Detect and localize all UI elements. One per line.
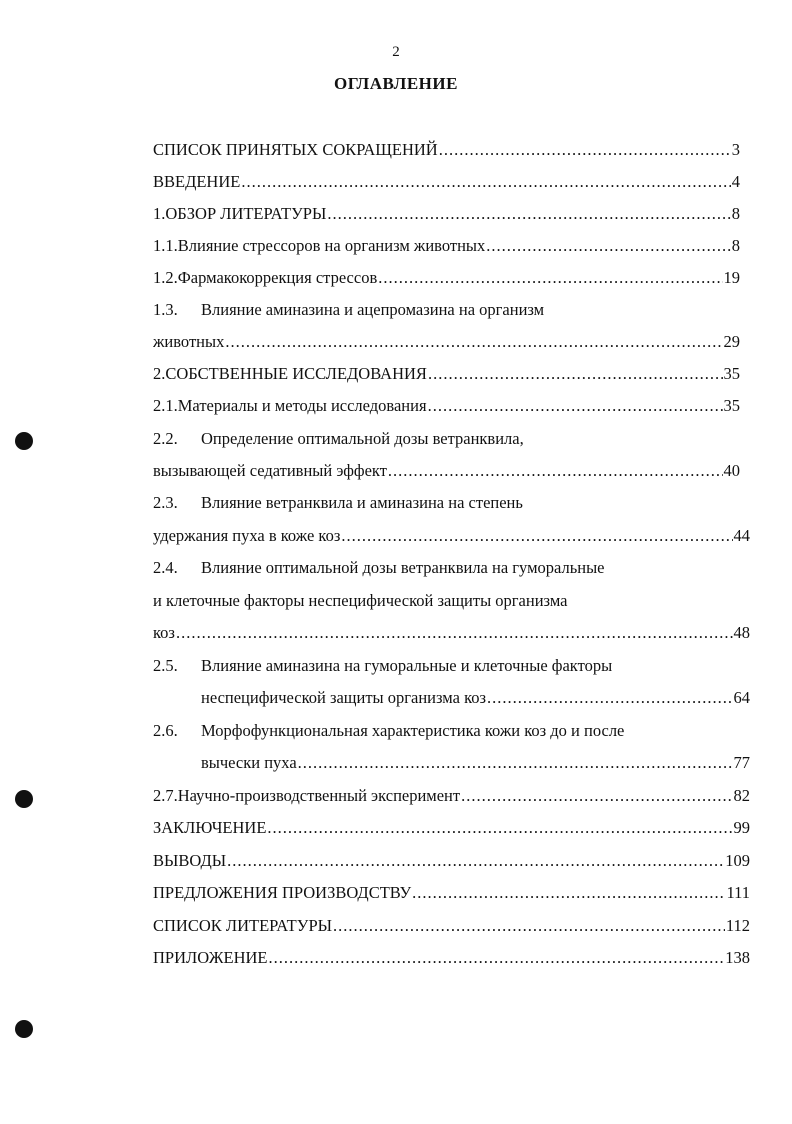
toc-item-2-4-cont2	[153, 623, 750, 647]
toc-item-text: Влияние ветранквила и аминазина на степень	[201, 493, 523, 512]
toc-number: 2.7.	[153, 786, 178, 805]
toc-page: 29	[723, 332, 740, 351]
toc-item-text: Влияние оптимальной дозы ветранквила на гуморальные	[201, 558, 605, 577]
toc-number: 1.2.	[153, 268, 178, 287]
toc-item-text: Материалы и методы исследования	[177, 396, 427, 415]
toc-item-text: ВВЕДЕНИЕ	[153, 172, 241, 191]
toc-page: 64	[733, 688, 750, 707]
toc-item-text: вызывающей седативный эффект	[153, 461, 387, 480]
toc-number: 2.2.	[153, 429, 178, 448]
toc-item-text: Влияние аминазина на гуморальные и клеточные факторы	[201, 656, 613, 675]
toc-item-2-1	[153, 396, 740, 420]
toc-page: 138	[725, 948, 750, 967]
leader-dots	[333, 916, 725, 936]
toc-item-text: и клеточные факторы неспецифической защиты организма	[153, 591, 568, 610]
leader-dots	[298, 753, 733, 773]
toc-page: 19	[723, 268, 740, 287]
leader-dots	[341, 526, 732, 546]
toc-page: 8	[731, 236, 740, 255]
leader-dots	[428, 396, 723, 416]
toc-item-text: коз	[153, 623, 175, 642]
toc-item-text: ЗАКЛЮЧЕНИЕ	[153, 818, 267, 837]
toc-item-text: вычески пуха	[201, 753, 297, 772]
toc-item-1-2	[153, 268, 740, 292]
toc-item-text: Определение оптимальной дозы ветранквила,	[201, 429, 524, 448]
toc-number: 2.4.	[153, 558, 178, 577]
toc-page: 4	[731, 172, 740, 191]
leader-dots	[267, 818, 732, 838]
leader-dots	[176, 623, 733, 643]
punch-hole-icon	[15, 432, 33, 450]
toc-item-text: Влияние стрессоров на организм животных	[177, 236, 486, 255]
toc-page: 40	[723, 461, 740, 480]
page-number: 2	[392, 44, 400, 60]
leader-dots	[378, 268, 722, 288]
toc-item-abbreviations	[153, 140, 740, 164]
punch-hole-icon	[15, 1020, 33, 1038]
toc-number: 2.5.	[153, 656, 178, 675]
toc-item-section-2	[153, 364, 740, 388]
leader-dots	[412, 883, 725, 903]
toc-page: 35	[723, 396, 740, 415]
toc-item-1-3	[153, 300, 740, 324]
toc-item-2-6-cont	[201, 753, 750, 777]
page-title: ОГЛАВЛЕНИЕ	[334, 74, 458, 93]
toc-item-2-5	[153, 656, 750, 680]
toc-number: 2.	[153, 364, 166, 383]
leader-dots	[388, 461, 723, 481]
toc-page: 44	[733, 526, 750, 545]
leader-dots	[439, 140, 731, 160]
toc-page: 109	[725, 851, 750, 870]
toc-page: 82	[733, 786, 750, 805]
toc-page: 8	[731, 204, 740, 223]
leader-dots	[461, 786, 732, 806]
leader-dots	[486, 236, 731, 256]
leader-dots	[268, 948, 724, 968]
toc-number: 2.3.	[153, 493, 178, 512]
leader-dots	[428, 364, 723, 384]
toc-item-text: ВЫВОДЫ	[153, 851, 227, 870]
toc-item-text: СОБСТВЕННЫЕ ИССЛЕДОВАНИЯ	[165, 364, 427, 383]
toc-number: 1.1.	[153, 236, 178, 255]
toc-item-text: удержания пуха в коже коз	[153, 526, 341, 545]
toc-number: 2.1.	[153, 396, 178, 415]
leader-dots	[487, 688, 732, 708]
toc-number: 2.6.	[153, 721, 178, 740]
toc-item-introduction	[153, 172, 740, 196]
toc-item-text: СПИСОК ЛИТЕРАТУРЫ	[153, 916, 333, 935]
toc-number: 1.3.	[153, 300, 178, 319]
leader-dots	[227, 851, 724, 871]
toc-page: 3	[731, 140, 740, 159]
leader-dots	[327, 204, 730, 224]
toc-item-findings	[153, 851, 750, 875]
toc-item-1-3-cont	[153, 332, 740, 356]
punch-hole-icon	[15, 790, 33, 808]
toc-item-2-6	[153, 721, 750, 745]
toc-item-proposals	[153, 883, 750, 907]
toc-item-2-3	[153, 493, 740, 517]
toc-item-text: неспецифической защиты организма коз	[201, 688, 487, 707]
toc-item-text: ОБЗОР ЛИТЕРАТУРЫ	[165, 204, 327, 223]
toc-item-2-4	[153, 558, 740, 582]
toc-item-appendix	[153, 948, 750, 972]
toc-page: 111	[726, 883, 750, 902]
toc-item-text: ПРЕДЛОЖЕНИЯ ПРОИЗВОДСТВУ	[153, 883, 412, 902]
toc-page: 77	[733, 753, 750, 772]
leader-dots	[241, 172, 730, 192]
toc-item-text: Морфофункциональная характеристика кожи коз до и после	[201, 721, 625, 740]
toc-item-1-1	[153, 236, 740, 260]
toc-item-2-2	[153, 429, 740, 453]
toc-page: 99	[733, 818, 750, 837]
toc-number: 1.	[153, 204, 166, 223]
leader-dots	[225, 332, 722, 352]
toc-page: 112	[725, 916, 750, 935]
toc-item-text: СПИСОК ПРИНЯТЫХ СОКРАЩЕНИЙ	[153, 140, 438, 159]
toc-page: 48	[733, 623, 750, 642]
toc-item-2-4-cont	[153, 591, 740, 615]
toc-item-2-3-cont	[153, 526, 750, 550]
toc-item-text: ПРИЛОЖЕНИЕ	[153, 948, 268, 967]
toc-item-2-5-cont	[201, 688, 750, 712]
toc-item-conclusion	[153, 818, 750, 842]
toc-item-2-2-cont	[153, 461, 740, 485]
toc-item-text: Влияние аминазина и ацепромазина на организм	[201, 300, 545, 319]
toc-item-section-1	[153, 204, 740, 228]
toc-page: 35	[723, 364, 740, 383]
toc-item-text: Фармакокоррекция стрессов	[177, 268, 378, 287]
toc-item-2-7	[153, 786, 750, 810]
toc-item-text: животных	[153, 332, 225, 351]
toc-item-references	[153, 916, 750, 940]
toc-item-text: Научно-производственный эксперимент	[177, 786, 461, 805]
